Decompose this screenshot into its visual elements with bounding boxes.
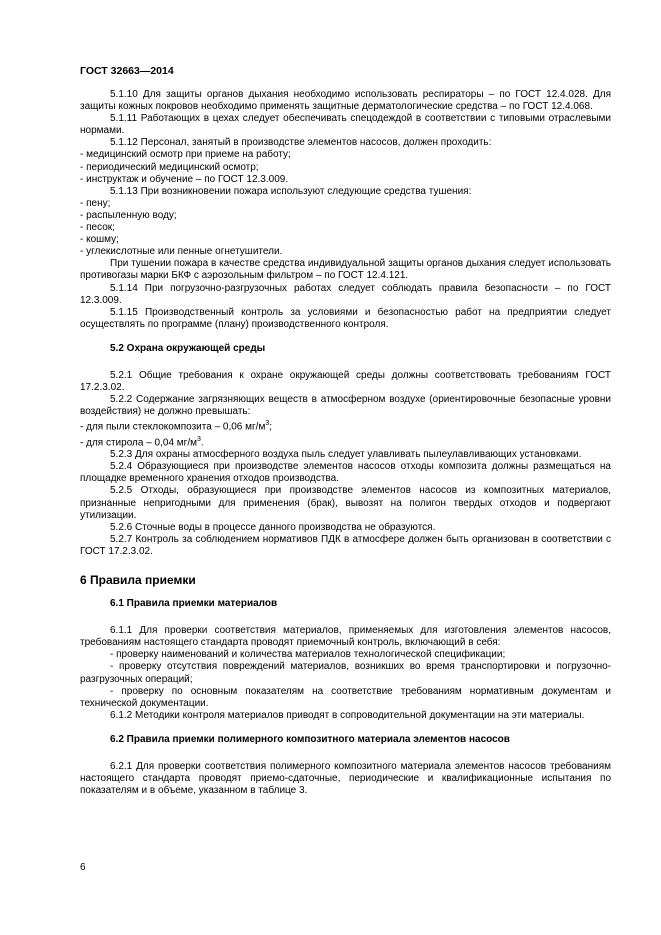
paragraph-text: 5.2.6 Сточные воды в процессе данного производства не образуются. bbox=[110, 521, 436, 533]
superscript: 3 bbox=[196, 435, 201, 443]
paragraph bbox=[80, 661, 611, 685]
paragraph bbox=[80, 137, 611, 149]
paragraph-text: 5.1.14 При погрузочно-разгрузочных работах следует соблюдать правила безопасности – по ГОСТ 12.3.009. bbox=[80, 282, 611, 306]
paragraph-text: - распыленную воду; bbox=[80, 209, 177, 221]
paragraph bbox=[80, 234, 611, 246]
paragraph-text: 5.1.12 Персонал, занятый в производстве элементов насосов, должен проходить: bbox=[110, 137, 492, 149]
paragraph bbox=[80, 625, 611, 649]
paragraph bbox=[80, 258, 611, 282]
paragraph-text: - проверку наименований и количества материалов технологической спецификации; bbox=[110, 649, 506, 661]
paragraph-text: - пену; bbox=[80, 197, 111, 209]
paragraph bbox=[80, 186, 611, 198]
paragraph bbox=[80, 686, 611, 710]
paragraph bbox=[80, 307, 611, 331]
paragraph-text: 6.2 Правила приемки полимерного композитного материала элементов насосов bbox=[110, 733, 510, 745]
paragraph-tail: . bbox=[200, 437, 204, 449]
paragraph bbox=[80, 162, 611, 174]
paragraph-text: 6.1 Правила приемки материалов bbox=[110, 598, 278, 610]
paragraph bbox=[80, 246, 611, 258]
paragraph-text: 5.1.10 Для защиты органов дыхания необходимо использовать респираторы – по ГОСТ 12.4.028. Для защиты кожных покровов необходимо применять защитные дерматологические средства – по ГОСТ 12.4.068. bbox=[80, 89, 611, 113]
section-heading bbox=[80, 573, 611, 588]
paragraph-text: 5.1.11 Работающих в цехах следует обеспечивать спецодеждой в соответствии с типовыми отраслевыми нормами. bbox=[80, 113, 611, 137]
paragraph bbox=[80, 534, 611, 558]
paragraph-text: 6.1.2 Методики контроля материалов приводят в сопроводительной документации на эти материалы. bbox=[110, 709, 585, 721]
paragraph-text: - углекислотные или пенные огнетушители. bbox=[80, 246, 283, 258]
paragraph bbox=[80, 434, 611, 449]
paragraph-text: 5.2.5 Отходы, образующиеся при производстве элементов насосов из композитных материалов, признанные непригодными для применения (брак), вывозят на полигон твердых отходов и подвергают утилизации. bbox=[80, 485, 611, 521]
paragraph bbox=[80, 149, 611, 161]
paragraph-text: 5.2.7 Контроль за соблюдением нормативов ПДК в атмосфере должен быть организован в соответствии с ГОСТ 17.2.3.02. bbox=[80, 533, 611, 557]
paragraph-text: - периодический медицинский осмотр; bbox=[80, 161, 259, 173]
page-number: 6 bbox=[80, 862, 86, 873]
paragraph bbox=[80, 198, 611, 210]
paragraph bbox=[80, 485, 611, 521]
paragraph bbox=[80, 283, 611, 307]
paragraph-text: 5.2 Охрана окружающей среды bbox=[110, 342, 266, 354]
paragraph-text: - проверку по основным показателям на соответствие требованиям нормативным документам и технической документации. bbox=[80, 685, 611, 709]
paragraph bbox=[80, 174, 611, 186]
paragraph-text: - проверку отсутствия повреждений материалов, возникших во время транспортировки и погрузочно-разгрузочных операций; bbox=[80, 661, 611, 685]
document-body bbox=[80, 89, 611, 797]
paragraph bbox=[80, 370, 611, 394]
paragraph bbox=[80, 222, 611, 234]
paragraph bbox=[80, 522, 611, 534]
paragraph-text: 5.2.4 Образующиеся при производстве элементов насосов отходы композита должны размещаться на площадке временного хранения отходов производства. bbox=[80, 461, 611, 485]
paragraph-text: 5.2.3 Для охраны атмосферного воздуха пыль следует улавливать пылеулавливающих установками. bbox=[110, 449, 582, 461]
paragraph bbox=[80, 210, 611, 222]
paragraph bbox=[80, 461, 611, 485]
paragraph bbox=[80, 710, 611, 722]
paragraph bbox=[80, 761, 611, 797]
paragraph bbox=[80, 89, 611, 113]
paragraph bbox=[80, 113, 611, 137]
paragraph-text: 5.1.13 При возникновении пожара используют следующие средства тушения: bbox=[110, 185, 472, 197]
paragraph-tail: ; bbox=[269, 421, 273, 433]
paragraph-text: - инструктаж и обучение – по ГОСТ 12.3.009. bbox=[80, 173, 289, 185]
paragraph-text: - для стирола – 0,04 мг/м bbox=[80, 437, 197, 449]
paragraph-text: 5.2.2 Содержание загрязняющих веществ в атмосферном воздухе (ориентировочные безопасные уровни воздействия) не должно превышать: bbox=[80, 394, 611, 418]
subsection-heading bbox=[80, 343, 611, 355]
paragraph-text: 5.1.15 Производственный контроль за условиями и безопасностью работ на предприятии следует осуществлять по программе (плану) производственного контроля. bbox=[80, 306, 611, 330]
paragraph-text: - кошму; bbox=[80, 234, 119, 246]
paragraph-text: 6.2.1 Для проверки соответствия полимерного композитного материала элементов насосов требованиям настоящего стандарта проводят приемо-сдаточные, периодические и квалификационные испытания по показателям и в объеме, указанном в таблице 3. bbox=[80, 760, 611, 797]
paragraph-text: При тушении пожара в качестве средства индивидуальной защиты органов дыхания следует использовать противогазы марки БКФ с аэрозольным фильтром – по ГОСТ 12.4.121. bbox=[80, 258, 611, 282]
paragraph bbox=[80, 418, 611, 433]
paragraph-text: 6.1.1 Для проверки соответствия материалов, применяемых для изготовления элементов насосов, требованиям настоящего стандарта проводят приемочный контроль, включающий в себя: bbox=[80, 625, 611, 649]
paragraph-text: 6 Правила приемки bbox=[80, 573, 196, 588]
paragraph-text: - медицинский осмотр при приеме на работу; bbox=[80, 149, 291, 161]
paragraph bbox=[80, 649, 611, 661]
subsection-heading bbox=[80, 734, 611, 746]
paragraph-text: - песок; bbox=[80, 222, 115, 234]
paragraph bbox=[80, 394, 611, 418]
document-header: ГОСТ 32663—2014 bbox=[80, 65, 174, 77]
paragraph-text: - для пыли стеклокомпозита – 0,06 мг/м bbox=[80, 421, 266, 433]
subsection-heading bbox=[80, 598, 611, 610]
superscript: 3 bbox=[265, 420, 270, 428]
paragraph-text: 5.2.1 Общие требования к охране окружающей среды должны соответствовать требованиям ГОСТ 17.2.3.02. bbox=[80, 369, 611, 394]
paragraph bbox=[80, 449, 611, 461]
